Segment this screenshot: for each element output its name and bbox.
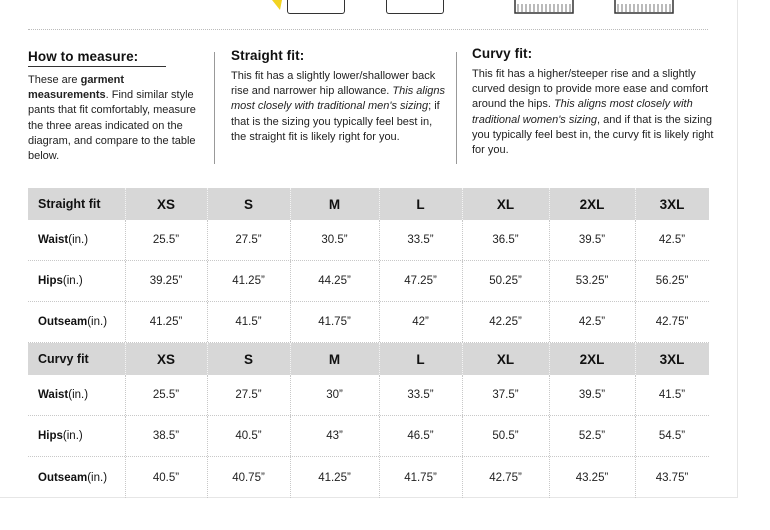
curvy-fit-title: Curvy fit: (472, 46, 533, 61)
size-header-xl: XL (462, 188, 549, 220)
how-to-measure-title: How to measure: (28, 49, 166, 67)
section-divider (28, 29, 708, 30)
size-header-2xl: 2XL (549, 188, 635, 220)
yellow-highlight-mark (272, 0, 284, 10)
measurement-label-outseam (28, 457, 125, 498)
measurement-label-hips (28, 261, 125, 301)
measurement-unit: (in.) (68, 234, 89, 246)
measurement-unit: (in.) (87, 316, 108, 328)
table-cell: 33.5” (379, 220, 462, 260)
table-cell: 47.25” (379, 261, 462, 301)
table-cell: 41.25” (207, 261, 290, 301)
measurement-name: Waist (38, 389, 69, 401)
measurement-name: Outseam (38, 316, 88, 328)
size-header-2xl: 2XL (549, 343, 635, 375)
table-cell: 54.5” (635, 416, 709, 456)
size-table (28, 188, 709, 498)
table-cell: 39.5” (549, 220, 635, 260)
size-header-l: L (379, 343, 462, 375)
table-cell: 42.5” (549, 302, 635, 342)
pants-diagram-back-straight (386, 0, 444, 14)
table-cell: 56.25” (635, 261, 709, 301)
measurement-unit: (in.) (62, 275, 83, 287)
size-header-3xl: 3XL (635, 343, 709, 375)
measurement-unit: (in.) (87, 471, 108, 484)
size-header-m: M (290, 343, 379, 375)
table-cell: 52.5” (549, 416, 635, 456)
table-cell: 41.25” (290, 457, 379, 498)
size-header-xl: XL (462, 343, 549, 375)
measurement-label-waist (28, 375, 125, 415)
curvy-fit-label: Curvy fit (38, 352, 89, 366)
measurement-name: Hips (38, 430, 63, 442)
table-cell: 41.5” (635, 375, 709, 415)
table-cell: 50.5” (462, 416, 549, 456)
straight-fit-section (231, 48, 446, 145)
size-header-m: M (290, 188, 379, 220)
table-cell: 42.75” (462, 457, 549, 498)
straight-outseam-row (28, 302, 709, 343)
table-cell: 44.25” (290, 261, 379, 301)
pants-diagram-back-curvy (614, 0, 674, 16)
size-header-3xl: 3XL (635, 188, 709, 220)
table-cell: 41.75” (290, 302, 379, 342)
curvy-outseam-row (28, 457, 709, 498)
table-cell: 30” (290, 375, 379, 415)
curvy-waist-row (28, 375, 709, 416)
table-cell: 40.75” (207, 457, 290, 498)
column-divider (456, 52, 457, 164)
table-cell: 42” (379, 302, 462, 342)
table-cell: 27.5” (207, 375, 290, 415)
measurement-unit: (in.) (68, 389, 89, 401)
table-cell: 40.5” (125, 457, 207, 498)
straight-fit-header-row (28, 188, 709, 220)
table-cell: 38.5” (125, 416, 207, 456)
measurement-name: Hips (38, 275, 63, 287)
measurement-name: Outseam (38, 471, 88, 484)
column-divider (214, 52, 215, 164)
table-cell: 50.25” (462, 261, 549, 301)
size-header-s: S (207, 343, 290, 375)
table-cell: 41.75” (379, 457, 462, 498)
table-cell: 42.25” (462, 302, 549, 342)
how-to-measure-section (28, 48, 196, 164)
straight-waist-row (28, 220, 709, 261)
straight-hips-row (28, 261, 709, 302)
size-header-l: L (379, 188, 462, 220)
table-cell: 39.25” (125, 261, 207, 301)
table-cell: 53.25” (549, 261, 635, 301)
straight-fit-label: Straight fit (38, 197, 101, 211)
curvy-fit-section (472, 46, 717, 158)
curvy-fit-header-row (28, 343, 709, 375)
table-cell: 25.5” (125, 220, 207, 260)
table-cell: 25.5” (125, 375, 207, 415)
table-cell: 46.5” (379, 416, 462, 456)
table-cell: 42.5” (635, 220, 709, 260)
table-cell: 39.5” (549, 375, 635, 415)
table-cell: 43” (290, 416, 379, 456)
pants-diagram-front-curvy (514, 0, 574, 16)
table-cell: 37.5” (462, 375, 549, 415)
how-to-measure-text: These are garment measurements. Find similar style pants that fit comfortably, measure the three areas indicated on the diagram, and compare to the table below. (28, 74, 196, 163)
table-cell: 43.25” (549, 457, 635, 498)
curvy-hips-row (28, 416, 709, 457)
measurement-label-waist (28, 220, 125, 260)
table-cell: 27.5” (207, 220, 290, 260)
size-header-xs: XS (125, 188, 207, 220)
measurement-label-outseam (28, 302, 125, 342)
measurement-name: Waist (38, 234, 69, 246)
table-cell: 41.25” (125, 302, 207, 342)
size-header-xs: XS (125, 343, 207, 375)
straight-fit-text: This fit has a slightly lower/shallower back rise and narrower hip allowance. This aligns most closely with traditional men's sizing; if that is the sizing you typically feel best in, the straight fit is likely right for you. (231, 70, 445, 143)
table-cell: 36.5” (462, 220, 549, 260)
table-cell: 43.75” (635, 457, 709, 498)
measurement-label-hips (28, 416, 125, 456)
measurement-unit: (in.) (62, 430, 83, 442)
pants-diagram-front-straight (287, 0, 345, 14)
table-cell: 42.75” (635, 302, 709, 342)
straight-fit-title: Straight fit: (231, 48, 305, 63)
table-cell: 40.5” (207, 416, 290, 456)
curvy-fit-text: This fit has a higher/steeper rise and a slightly curved design to provide more ease and comfort around the hips. This aligns most closely with traditional women's sizing, and if that is the sizing you typically feel best in, the curvy fit is likely right for you. (472, 68, 714, 157)
table-cell: 30.5” (290, 220, 379, 260)
table-cell: 33.5” (379, 375, 462, 415)
size-header-s: S (207, 188, 290, 220)
table-cell: 41.5” (207, 302, 290, 342)
